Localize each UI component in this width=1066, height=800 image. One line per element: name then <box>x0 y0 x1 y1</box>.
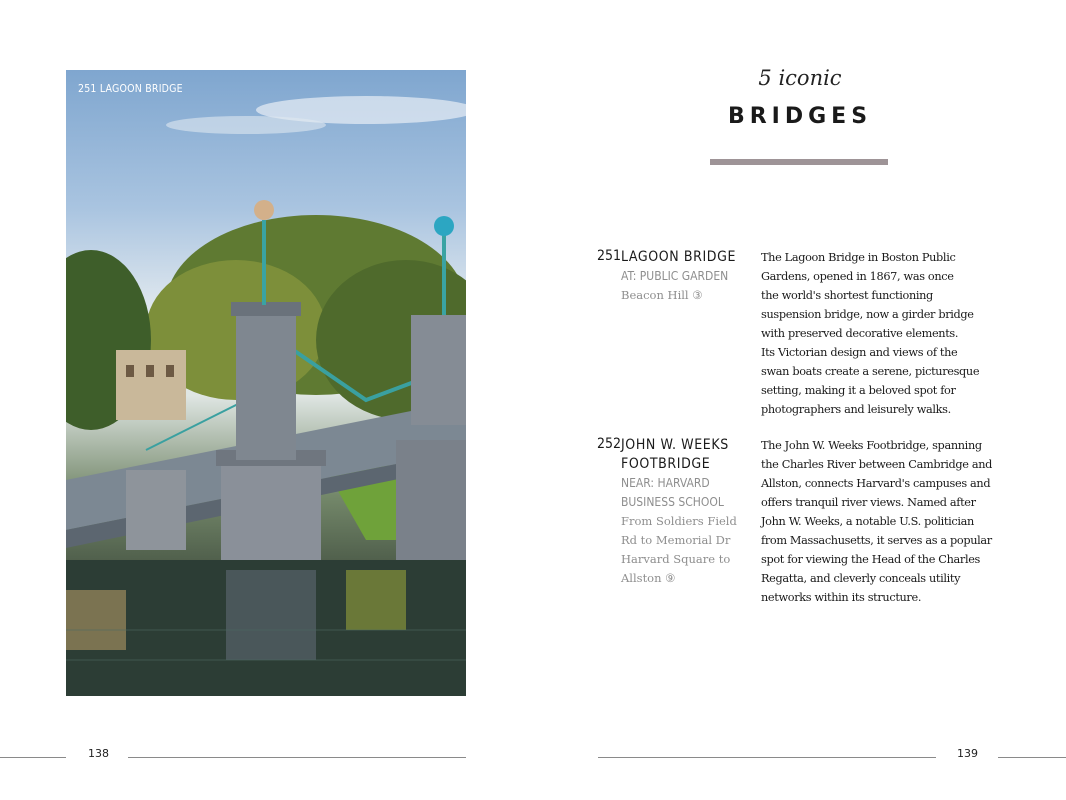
chapter-kicker: 5 iconic <box>758 66 842 90</box>
description-line: setting, making it a beloved spot for <box>761 384 956 397</box>
description-line: Its Victorian design and views of the <box>761 346 958 359</box>
entry-number: 251 <box>597 248 622 264</box>
page-number-right: 139 <box>957 747 978 760</box>
entry-near-line: AT: PUBLIC GARDEN <box>621 269 729 283</box>
entry-location-line: Beacon Hill ③ <box>621 288 703 302</box>
page-number-left: 138 <box>88 747 109 760</box>
entry-name-line: LAGOON BRIDGE <box>621 249 737 265</box>
description-line: offers tranquil river views. Named after <box>761 496 976 509</box>
entry-near <box>621 267 728 286</box>
description-line: suspension bridge, now a girder bridge <box>761 308 974 321</box>
description-line: Regatta, and cleverly conceals utility <box>761 572 961 585</box>
entry-description <box>761 436 1006 607</box>
entry-location-line: From Soldiers Field <box>621 514 737 528</box>
footer-rule-left-long <box>128 757 466 758</box>
entry-near-line: BUSINESS SCHOOL <box>621 495 724 509</box>
photo-illustration <box>66 70 466 696</box>
entry-near <box>621 474 724 512</box>
entry-name-line: JOHN W. WEEKS <box>621 437 729 453</box>
description-line: Gardens, opened in 1867, was once <box>761 270 954 283</box>
footer-rule-right <box>998 757 1066 758</box>
footer-rule-left <box>0 757 66 758</box>
footer-rule-right-long <box>598 757 936 758</box>
description-line: networks within its structure. <box>761 591 922 604</box>
description-line: swan boats create a serene, picturesque <box>761 365 980 378</box>
description-line: photographers and leisurely walks. <box>761 403 951 416</box>
entry-description <box>761 248 1006 419</box>
entry-near-line: NEAR: HARVARD <box>621 476 710 490</box>
description-line: The John W. Weeks Footbridge, spanning <box>761 439 982 452</box>
entry-name <box>621 436 729 474</box>
entry-location-line: Harvard Square to <box>621 552 731 566</box>
entry-location <box>621 286 703 305</box>
entry-number: 252 <box>597 436 622 452</box>
lagoon-bridge-photo <box>66 70 466 696</box>
description-line: the world's shortest functioning <box>761 289 933 302</box>
chapter-title: BRIDGES <box>727 104 873 129</box>
entry-location <box>621 512 737 588</box>
entry-name <box>621 248 736 267</box>
description-line: Allston, connects Harvard's campuses and <box>761 477 991 490</box>
description-line: with preserved decorative elements. <box>761 327 959 340</box>
description-line: spot for viewing the Head of the Charles <box>761 553 980 566</box>
description-line: the Charles River between Cambridge and <box>761 458 993 471</box>
title-divider <box>710 159 888 165</box>
entry-location-line: Rd to Memorial Dr <box>621 533 731 547</box>
entry-name-line: FOOTBRIDGE <box>621 456 711 472</box>
description-line: John W. Weeks, a notable U.S. politician <box>761 515 974 528</box>
entry-location-line: Allston ⑨ <box>621 571 676 585</box>
description-line: The Lagoon Bridge in Boston Public <box>761 251 956 264</box>
photo-caption: 251 LAGOON BRIDGE <box>78 83 183 95</box>
description-line: from Massachusetts, it serves as a popular <box>761 534 992 547</box>
